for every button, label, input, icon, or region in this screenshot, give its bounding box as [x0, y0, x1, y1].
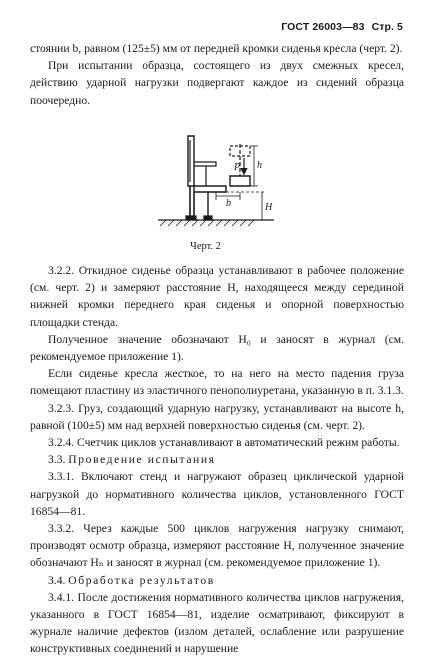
label-h: h	[257, 160, 262, 171]
para-3-2-2: 3.2.2. Откидное сиденье образца устанавливают в рабочее положение (см. черт. 2) и замеряют расстояние H, находящееся между серединой нижней кромки переднего края сиденья и опорной поверхностью площадки стенда.	[30, 264, 404, 329]
page-header	[277, 21, 403, 33]
standard-number: ГОСТ 26003—83	[281, 21, 365, 33]
page-number: Стр. 5	[371, 21, 403, 33]
heading-3-4	[30, 572, 404, 589]
para-3-3-2: 3.3.2. Через каждые 500 циклов нагружения нагрузку снимают, производят осмотр образца, измеряют расстояние H, полученное значение обозначают Hₙ и заносят в журнал (см. рекомендуемое приложение 1).	[30, 522, 404, 570]
paragraph-continuation: стоянии b, равном (125±5) мм от передней кромки сиденья кресла (черт. 2).	[30, 42, 403, 55]
chair-backrest	[188, 136, 194, 186]
chair-seat	[194, 186, 226, 192]
main-text-block	[30, 262, 404, 658]
para-h0: Полученное значение обозначают H₀ и заносят в журнал (см. рекомендуемое приложение 1).	[30, 332, 404, 364]
chair-armrest	[194, 162, 216, 166]
para-3-4-1: 3.4.1. После достижения нормативного количества циклов нагружения, указанного в ГОСТ 16854—81, изделие осматривают, фиксируют в журнале наличие дефектов (излом деталей, ослабление или разрушение конструктивных соединений и нарушение	[30, 590, 404, 656]
load-weight	[230, 176, 250, 186]
heading-3-3-title: Проведение испытания	[68, 453, 216, 467]
test-stand-drawing	[150, 126, 280, 238]
label-P: P	[234, 162, 241, 173]
paragraph-adjacent-seats: При испытании образца, состоящего из двух смежных кресел, действию ударной нагрузки подвергают каждое из сидений образца поочередно.	[30, 59, 404, 107]
para-3-2-4: 3.2.4. Счетчик циклов устанавливают в автоматический режим работы.	[48, 436, 400, 450]
figure-caption: Черт. 2	[190, 241, 221, 252]
para-3-2-3: 3.2.3. Груз, создающий ударную нагрузку, устанавливают на высоте h, равной (100±5) мм над верхней поверхностью сиденья (см. черт. 2).	[30, 401, 404, 432]
heading-3-3-number: 3.3.	[48, 453, 66, 467]
label-b: b	[226, 198, 231, 209]
para-rigid-seat: Если сиденье кресла жесткое, то на него на место падения груза помещают пластину из эластичного пенополиуретана, указанную в п. 3.1.3.	[30, 367, 404, 398]
label-H: H	[265, 202, 273, 213]
floor-hatching	[160, 220, 254, 226]
top-text-block	[30, 40, 404, 109]
heading-3-4-number: 3.4.	[48, 573, 66, 587]
heading-3-4-title: Обработка результатов	[68, 573, 215, 587]
heading-3-3	[30, 451, 404, 468]
para-3-3-1: 3.3.1. Включают стенд и нагружают образец циклической ударной нагрузкой до нормативного количества циклов, установленного ГОСТ 16854—81.	[30, 470, 404, 518]
